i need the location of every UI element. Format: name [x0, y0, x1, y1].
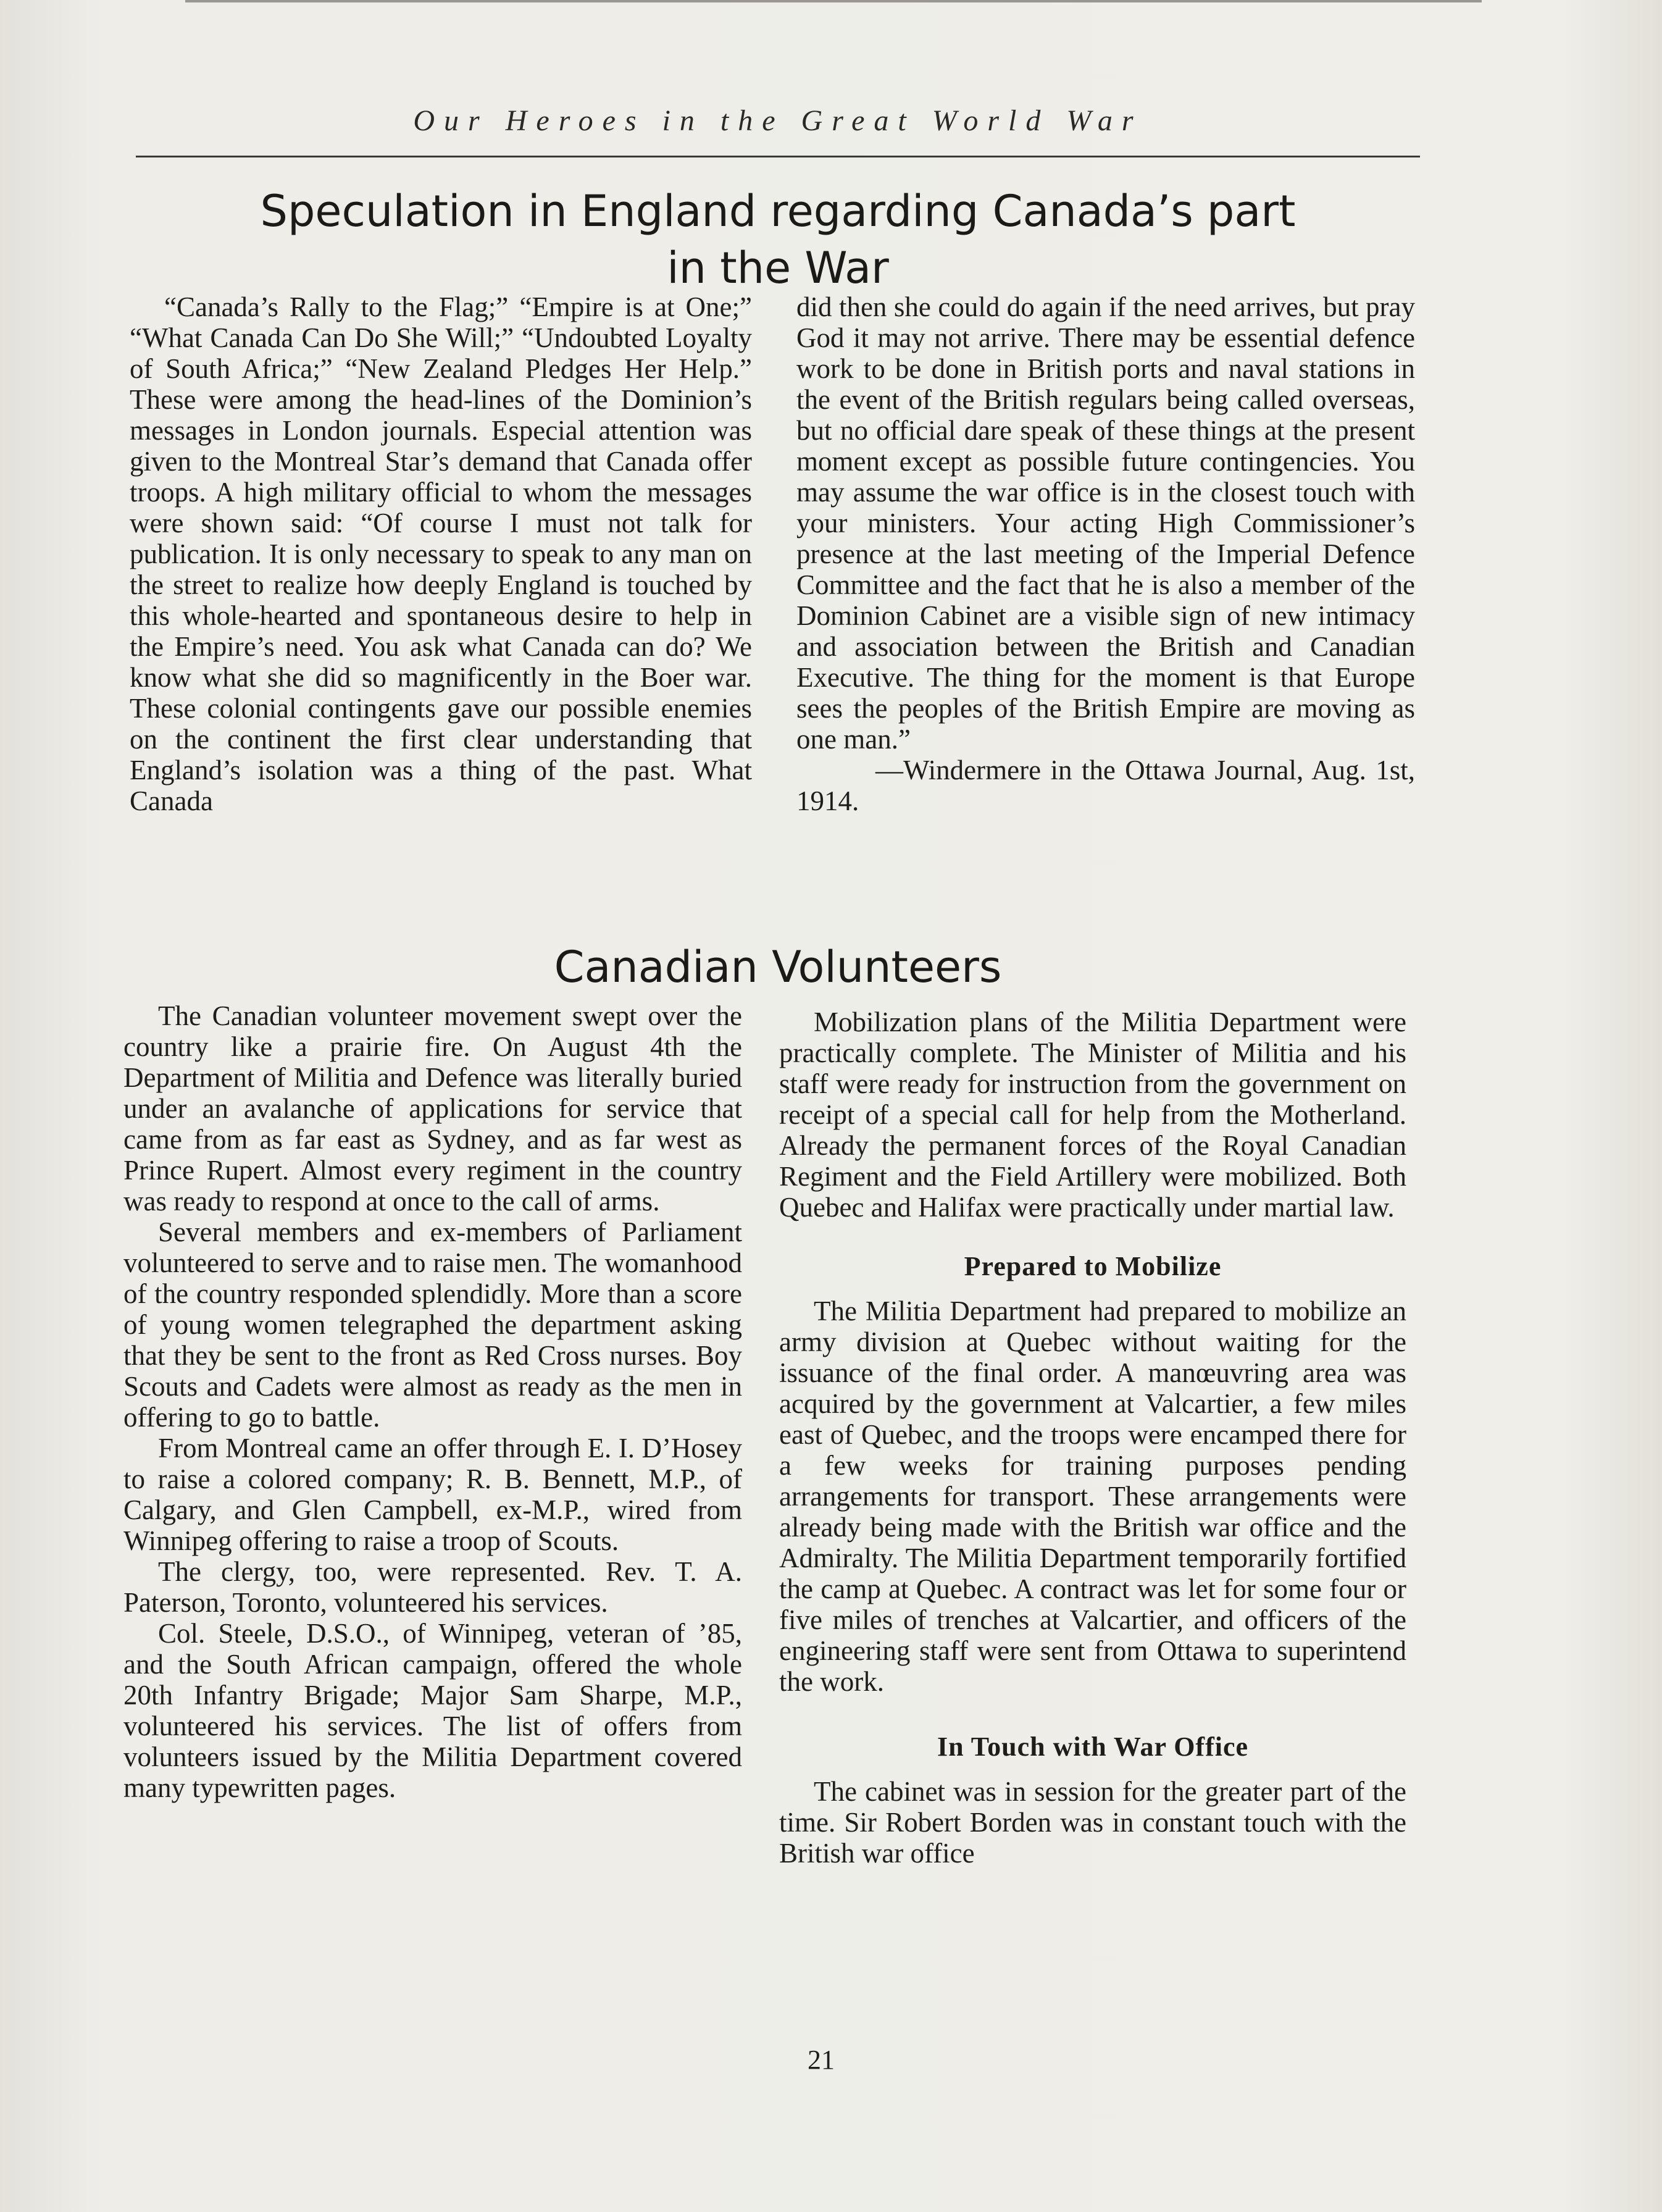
- top-edge-rule: [185, 0, 1482, 2]
- volunteers-paragraph: Several members and ex-members of Parliament volunteered to serve and to raise men. The womanhood of the country responded splendidly. More than a score of young women telegraphed the department asking that they be sent to the front as Red Cross nurses. Boy Scouts and Cadets were almost as ready as the men in offering to go to battle.: [123, 1217, 742, 1433]
- mobilization-paragraph: Mobilization plans of the Militia Department were practically complete. The Minister of Militia and his staff were ready for instruction from the government on receipt of a special call for help from the Motherland. Already the permanent forces of the Royal Canadian Regiment and the Field Artillery were mobilized. Both Quebec and Halifax were practically under martial law.: [779, 1007, 1406, 1223]
- article-signature: —Windermere in the Ottawa Journal, Aug. 1st, 1914.: [796, 755, 1415, 816]
- page-number: 21: [808, 2045, 835, 2075]
- volunteers-paragraph: The clergy, too, were represented. Rev. T. A. Paterson, Toronto, volunteered his services.: [123, 1556, 742, 1618]
- article-column-left: [130, 291, 752, 816]
- article-title: [161, 183, 1395, 296]
- volunteers-paragraph: Col. Steele, D.S.O., of Winnipeg, veteran of ’85, and the South African campaign, offered the whole 20th Infantry Brigade; Major Sam Sharpe, M.P., volunteered his services. The list of offers from volunteers issued by the Militia Department covered many typewritten pages.: [123, 1618, 742, 1803]
- subheading-war-office: In Touch with War Office: [937, 1732, 1249, 1762]
- section-title: Canadian Volunteers: [554, 942, 1002, 992]
- article-title-line2: in the War: [667, 243, 889, 293]
- running-head: Our Heroes in the Great World War: [413, 104, 1143, 137]
- volunteers-column-right: [779, 1007, 1406, 1869]
- prepared-paragraph: The Militia Department had prepared to mobilize an army division at Quebec without waiting for the issuance of the final order. A manœuvring area was acquired by the government at Valcartier, a few miles east of Quebec, and the troops were encamped there for a few weeks for training purposes pending arrangements for transport. These arrangements were already being made with the British war office and the Admiralty. The Militia Department temporarily fortified the camp at Quebec. A contract was let for some four or five miles of trenches at Valcartier, and officers of the engineering staff were sent from Ottawa to superintend the work.: [779, 1296, 1406, 1697]
- header-rule: [136, 156, 1420, 157]
- volunteers-paragraph: The Canadian volunteer movement swept over the country like a prairie fire. On August 4th the Department of Militia and Defence was literally buried under an avalanche of applications for service that came from as far east as Sydney, and as far west as Prince Rupert. Almost every regiment in the country was ready to respond at once to the call of arms.: [123, 1000, 742, 1217]
- article-column-right: [796, 291, 1415, 816]
- volunteers-column-left: [123, 1000, 742, 1803]
- subheading-prepared-to-mobilize: Prepared to Mobilize: [964, 1251, 1222, 1281]
- volunteers-paragraph: From Montreal came an offer through E. I. D’Hosey to raise a colored company; R. B. Bennett, M.P., of Calgary, and Glen Campbell, ex-M.P., wired from Winnipeg offering to raise a troop of Scouts.: [123, 1433, 742, 1556]
- article-title-line1: Speculation in England regarding Canada’s part: [260, 186, 1296, 237]
- war-office-paragraph: The cabinet was in session for the greater part of the time. Sir Robert Borden was in constant touch with the British war office: [779, 1776, 1406, 1869]
- article-paragraph-continued: did then she could do again if the need arrives, but pray God it may not arrive. There may be essential defence work to be done in British ports and naval stations in the event of the British regulars being called overseas, but no official dare speak of these things at the present moment except as possible future contingencies. You may assume the war office is in the closest touch with your ministers. Your acting High Commissioner’s presence at the last meeting of the Imperial Defence Committee and the fact that he is also a member of the Dominion Cabinet are a visible sign of new intimacy and association between the British and Canadian Executive. The thing for the moment is that Europe sees the peoples of the British Empire are moving as one man.”: [796, 291, 1415, 755]
- article-paragraph: “Canada’s Rally to the Flag;” “Empire is at One;” “What Canada Can Do She Will;” “Undoubted Loyalty of South Africa;” “New Zealand Pledges Her Help.” These were among the head-lines of the Dominion’s messages in London journals. Especial attention was given to the Montreal Star’s demand that Canada offer troops. A high military official to whom the messages were shown said: “Of course I must not talk for publication. It is only necessary to speak to any man on the street to realize how deeply England is touched by this whole-hearted and spontaneous desire to help in the Empire’s need. You ask what Canada can do? We know what she did so magnificently in the Boer war. These colonial contingents gave our possible enemies on the continent the first clear understanding that England’s isolation was a thing of the past. What Canada: [130, 291, 752, 816]
